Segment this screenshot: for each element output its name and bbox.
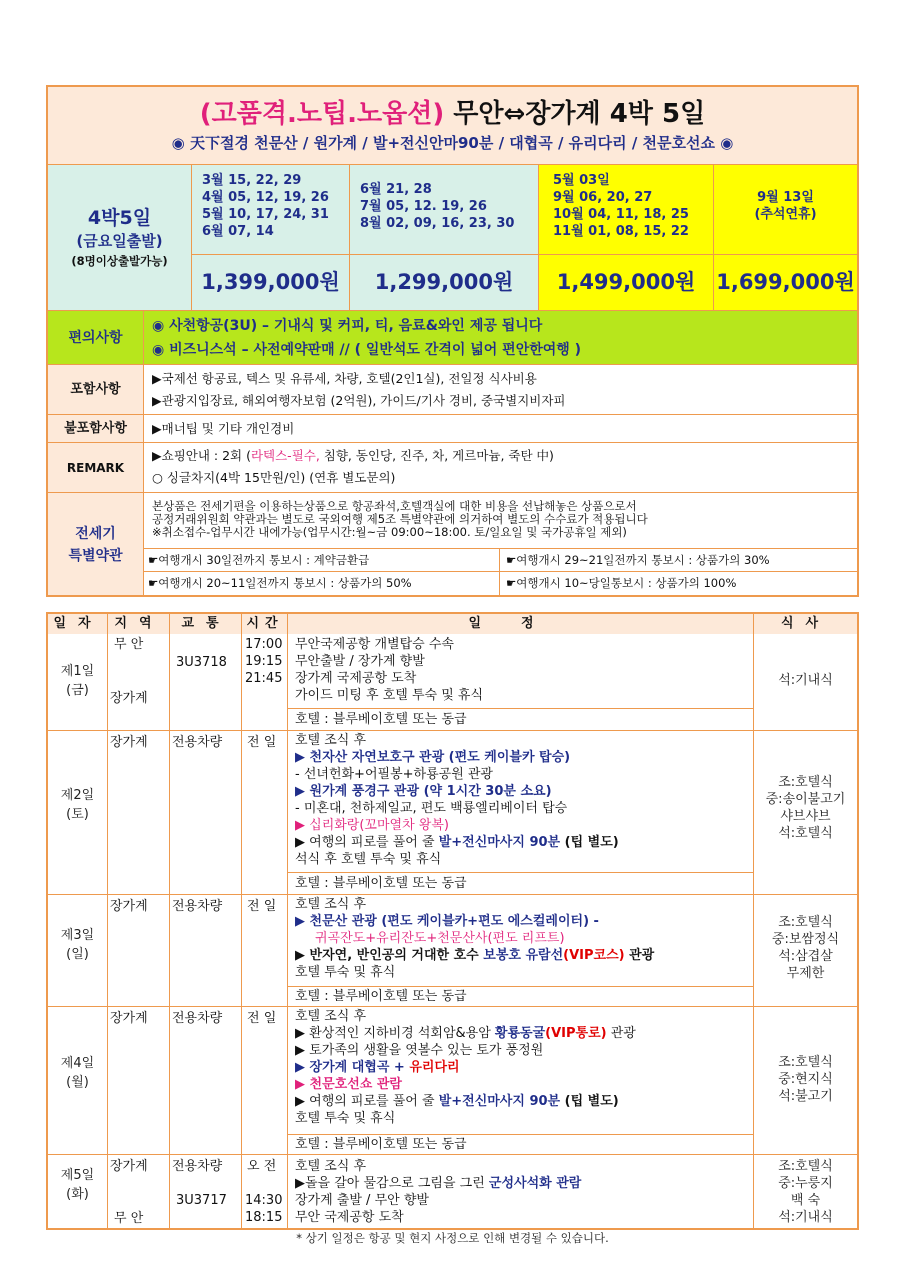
day3-time: 전 일 [247,899,277,914]
vip-course: (VIP코스) [563,948,625,963]
min-group: (8명이상출발가능) [71,254,168,268]
day3-itinerary [295,896,654,981]
special-terms-text [144,493,857,549]
line-part: ▶ 여행의 피로를 풀어 줄 [295,1094,439,1109]
day3-hotel: 호텔 : 블루베이호텔 또는 동급 [287,986,754,1006]
meal: 조:호텔식 [778,915,833,930]
vip-passage: (VIP통로) [545,1026,607,1041]
dates-col-3 [539,165,714,255]
day-of-week: (일) [66,947,89,962]
date-line: 9월 13일 [757,190,814,205]
date-line: 3월 15, 22, 29 [202,173,302,188]
itinerary-line [295,947,654,964]
cancel-30: ☛여행개시 30일전까지 통보시 : 계약금환급 [144,549,500,572]
meal: 샤브샤브 [780,809,831,824]
date-line: 9월 06, 20, 27 [553,190,653,205]
include-label: 포함사항 [48,365,144,415]
day2-label [48,784,107,822]
itinerary-line: 호텔 투숙 및 휴식 [295,965,396,980]
col-head-time: 시간 [242,614,288,634]
price-4: 1,699,000원 [714,255,857,311]
canyon-highlight: ▶ 장가계 대협곡 + [295,1060,410,1075]
day5-transport: 전용차량 [172,1159,223,1174]
remark-part: 침향, 동인당, 진주, 차, 게르마늄, 죽탄 中) [319,448,554,463]
line-part: 관광 [624,948,655,963]
remark-required: 라텍스-필수, [250,448,320,463]
day2-itinerary [295,732,619,868]
time: 14:30 [245,1193,283,1208]
line-part: (팁 별도) [560,835,619,850]
day3-label [48,924,107,962]
special-label-line: 전세기 [75,526,116,542]
day5-meals [754,1158,857,1226]
day4-transport: 전용차량 [172,1011,223,1026]
itinerary-line: 호텔 조식 후 [295,897,367,912]
itinerary-line: 호텔 투숙 및 휴식 [295,1111,396,1126]
date-line: 8월 02, 09, 16, 23, 30 [360,216,515,231]
date-line: 6월 07, 14 [202,224,274,239]
line-part: (팁 별도) [560,1094,619,1109]
day3-transport: 전용차량 [172,899,223,914]
day1-hotel: 호텔 : 블루베이호텔 또는 동급 [287,708,754,730]
convenience-line: ◉ 사천항공(3U) – 기내식 및 커피, 티, 음료&와인 제공 됩니다 [152,318,543,334]
remark-text [144,443,857,493]
day1-region-from: 무 안 [114,637,144,652]
special-line: 공정거래위원회 약관과는 별도로 국외여행 제5조 특별약관에 의거하여 별도의 수수료가 적용됩니다 [152,512,648,526]
day-of-week: (금) [66,683,89,698]
cave-highlight: 황룡동굴 [494,1026,546,1041]
meal: 석:삼겹살 [778,949,833,964]
day5-region-from: 장가계 [110,1159,148,1174]
price-3: 1,499,000원 [539,255,714,311]
itinerary-line: 호텔 조식 후 [295,1009,367,1024]
meal: 중:보쌈정식 [771,932,840,947]
exclude-text: ▶매너팁 및 기타 개인경비 [144,415,857,443]
meal: 조:호텔식 [778,1159,833,1174]
meal: 조:호텔식 [778,775,833,790]
col-head-day: 일자 [48,614,108,634]
day2-hotel: 호텔 : 블루베이호텔 또는 동급 [287,872,754,894]
day5-flight: 3U3717 [176,1193,227,1208]
massage-highlight: 발+전신마사지 90분 [438,835,561,850]
page-subtitle: ◉ 天下절경 천문산 / 원가계 / 발+전신안마90분 / 대협곡 / 유리다리 / 천문호선쇼 ◉ [171,134,734,152]
line-part: ▶돌을 갈아 물감으로 그림을 그린 [295,1176,489,1191]
day4-region: 장가계 [110,1011,148,1026]
exclude-label: 불포함사항 [48,415,144,443]
day1-label [48,660,107,698]
col-head-itinerary: 일정 [288,614,754,634]
day4-hotel: 호텔 : 블루베이호텔 또는 동급 [287,1134,754,1154]
itinerary-line [295,1175,581,1192]
meal: 중:누룽지 [778,1176,833,1191]
tour-summary-box [46,85,859,597]
itinerary-line: 가이드 미팅 후 호텔 투숙 및 휴식 [295,688,484,703]
day3-region: 장가계 [110,899,148,914]
meal: 무제한 [786,966,825,981]
meal: 석:불고기 [778,1089,833,1104]
trip-length-cell [48,165,192,311]
page-title [48,93,857,130]
itinerary-line: - 미혼대, 천하제일교, 편도 백룡엘리베이터 탑승 [295,801,568,816]
price-1: 1,399,000원 [192,255,350,311]
itinerary-line: 무안국제공항 개별탑승 수속 [295,637,454,652]
painting-highlight: 군성사석화 관람 [488,1176,582,1191]
day4-itinerary [295,1008,636,1127]
time: 21:45 [245,671,283,686]
shopping-info [152,445,857,467]
day1-region-to: 장가계 [110,691,148,706]
itinerary-line: ▶ 천문호선쇼 관람 [295,1077,402,1092]
convenience-label: 편의사항 [48,311,144,365]
time: 17:00 [245,637,283,652]
day4-label [48,1052,107,1090]
itinerary-line [295,1093,636,1110]
itinerary-line: 호텔 조식 후 [295,733,367,748]
date-line: 5월 03일 [553,173,610,188]
date-line: 10월 04, 11, 18, 25 [553,207,689,222]
title-tag: (고품격.노팁.노옵션) [199,99,445,129]
date-line: 7월 05, 12. 19, 26 [360,199,487,214]
itinerary-line: - 선녀헌화+어필봉+하룡공원 관광 [295,767,493,782]
include-line: ▶관광지입장료, 해외여행자보험 (2억원), 가이드/기사 경비, 중국별지비자피 [152,393,566,408]
day3-meals [754,914,857,982]
departure-day: (금요일출발) [76,232,163,250]
day4-meals [754,1054,857,1105]
day5-itinerary [295,1158,581,1226]
include-line: ▶국제선 항공료, 텍스 및 유류세, 차량, 호텔(2인1실), 전일정 식사비용 [152,371,537,386]
day1-times [245,636,282,687]
day2-meals [754,774,857,842]
itinerary-line [295,1059,636,1076]
date-line: 5월 10, 17, 24, 31 [202,207,329,222]
day-number: 제4일 [60,1056,95,1071]
day2-region: 장가계 [110,735,148,750]
meal: 백 숙 [790,1193,821,1208]
day1-itinerary [295,636,483,704]
day5-label [48,1164,107,1202]
meal: 석:호텔식 [778,826,833,841]
line-part: 관광 [606,1026,636,1041]
itinerary-line: 장가계 국제공항 도착 [295,671,417,686]
time: 19:15 [245,654,283,669]
meal: 중:송이불고기 [765,792,846,807]
cruise-highlight: 보봉호 유람선 [483,948,564,963]
remark-part: ▶쇼핑안내 : 2회 ( [152,448,251,463]
itinerary-line: ▶ 천문산 관광 (편도 케이블카+편도 에스컬레이터) - [295,914,599,929]
itinerary-line: 호텔 조식 후 [295,1159,367,1174]
trip-length: 4박5일 [87,207,152,229]
time: 18:15 [245,1210,283,1225]
itinerary-table [46,612,859,1230]
special-line: ※취소접수-업무시간 내에가능(업무시간:월~금 09:00~18:00. 토/일요일 및 국가공휴일 제외) [152,525,627,539]
date-line: 6월 21, 28 [360,182,432,197]
special-terms-label [48,493,144,595]
meal: 중:현지식 [778,1072,833,1087]
day-of-week: (월) [66,1075,89,1090]
day-number: 제5일 [60,1168,95,1183]
massage-highlight: 발+전신마사지 90분 [438,1094,561,1109]
itinerary-line: 귀곡잔도+유리잔도+천문산사(편도 리프트) [315,931,565,946]
date-line: 11월 01, 08, 15, 22 [553,224,689,239]
dates-col-4 [714,165,857,255]
itinerary-line: 무안출발 / 장가계 향발 [295,654,425,669]
meal: 석:기내식 [778,1210,833,1225]
cancel-29-21: ☛여행개시 29~21일전까지 통보시 : 상품가의 30% [500,549,857,572]
convenience-line: ◉ 비즈니스석 – 사전예약판매 // ( 일반석도 간격이 넓어 편안한여행 ) [152,342,582,358]
special-line: 본상품은 전세기편을 이용하는상품으로 항공좌석,호텔객실에 대한 비용을 선납해놓은 상품으로서 [152,499,637,513]
itinerary-line: ▶ 원가계 풍경구 관광 (약 1시간 30분 소요) [295,784,552,799]
day5-times [245,1192,282,1226]
meal: 조:호텔식 [778,1055,833,1070]
itinerary-line: 무안 국제공항 도착 [295,1210,404,1225]
day2-time: 전 일 [247,735,277,750]
itinerary-line [295,1025,636,1042]
itinerary-line: ▶ 십리화랑(꼬마열차 왕복) [295,818,449,833]
date-line: 4월 05, 12, 19, 26 [202,190,329,205]
day-of-week: (화) [66,1187,89,1202]
col-head-region: 지역 [108,614,170,634]
itinerary-line [295,834,619,851]
title-banner [48,87,857,165]
day2-transport: 전용차량 [172,735,223,750]
convenience-text [144,311,857,365]
dates-col-2 [350,165,539,255]
glass-bridge: 유리다리 [409,1060,460,1075]
cancel-10-0: ☛여행개시 10~당일통보시 : 상품가의 100% [506,576,737,590]
day-of-week: (토) [66,807,89,822]
day-number: 제2일 [60,788,95,803]
itinerary-line: 장가계 출발 / 무안 향발 [295,1193,429,1208]
special-label-line: 특별약관 [68,548,123,564]
line-part: ▶ 반자연, 반인공의 거대한 호수 [295,948,484,963]
dates-col-1 [192,165,350,255]
footnote: * 상기 일정은 항공 및 현지 사정으로 인해 변경될 수 있습니다. [296,1231,609,1245]
date-line: (추석연휴) [754,207,817,222]
col-head-transport: 교통 [170,614,242,634]
day5-time-morning: 오 전 [247,1159,277,1174]
line-part: ▶ 여행의 피로를 풀어 줄 [295,835,439,850]
day-number: 제1일 [60,664,95,679]
itinerary-line: ▶ 토가족의 생활을 엿볼수 있는 토가 풍정원 [295,1043,544,1058]
remark-label: REMARK [48,443,144,493]
title-main: 무안⇔장가계 4박 5일 [444,99,706,129]
line-part: ▶ 환상적인 지하비경 석회암&용암 [295,1026,495,1041]
day5-region-to: 무 안 [114,1211,144,1226]
price-2: 1,299,000원 [350,255,539,311]
day-number: 제3일 [60,928,95,943]
single-charge: ○ 싱글차지(4박 15만원/인) (연휴 별도문의) [152,470,396,485]
cancel-20-11: ☛여행개시 20~11일전까지 통보시 : 상품가의 50% [144,572,500,595]
day1-flight: 3U3718 [176,655,227,670]
itinerary-line: 석식 후 호텔 투숙 및 휴식 [295,852,442,867]
day1-meals: 석:기내식 [778,673,833,688]
col-head-meals: 식사 [754,614,857,634]
itinerary-line: ▶ 천자산 자연보호구 관광 (편도 케이블카 탑승) [295,750,571,765]
day4-time: 전 일 [247,1011,277,1026]
include-text [144,365,857,415]
